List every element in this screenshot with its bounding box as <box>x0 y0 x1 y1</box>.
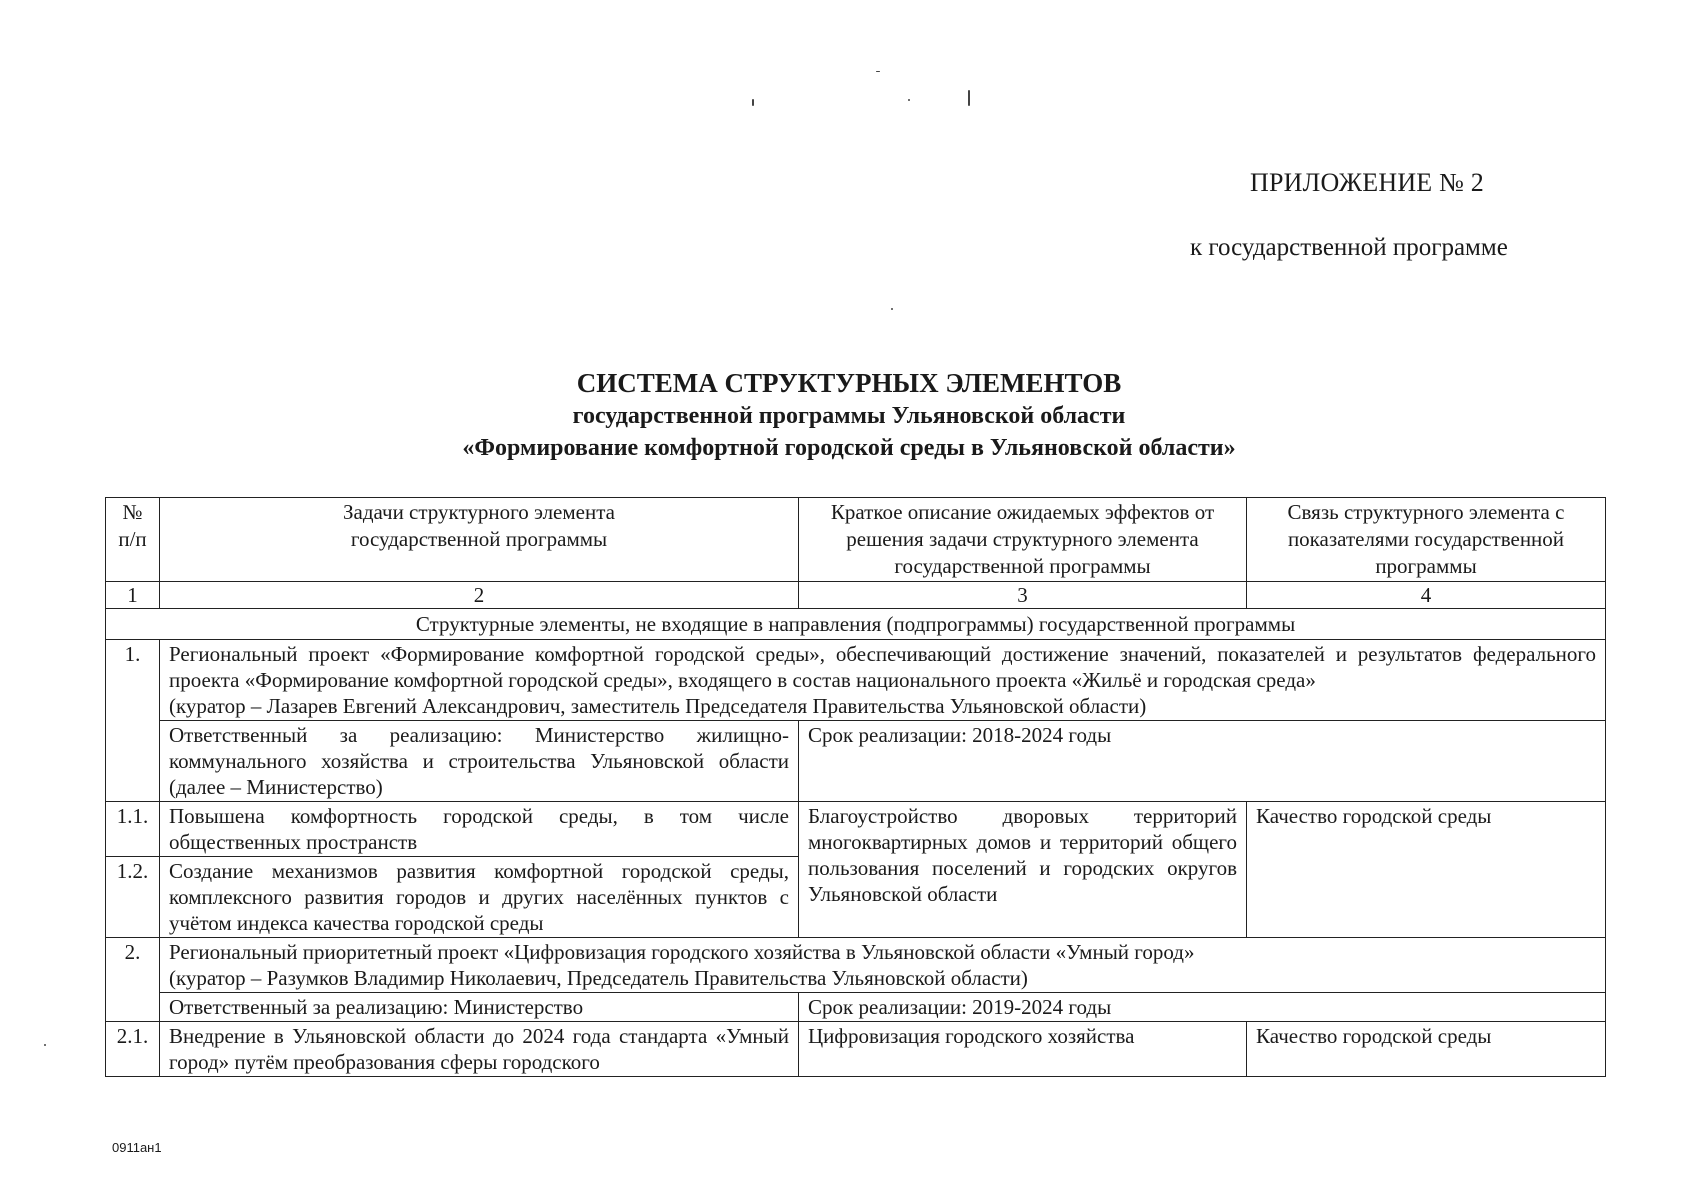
column-number: 2 <box>160 582 799 609</box>
project-2-responsible: Ответственный за реализацию: Министерство <box>160 993 799 1022</box>
effect-1-text: Благоустройство дворовых территорий многоквартирных домов и территорий общего пользования поселений и городских округов Ульяновской области <box>799 802 1247 938</box>
project-1-meta-row <box>106 721 1606 802</box>
project-2-meta-row <box>106 993 1606 1022</box>
row-number: 2.1. <box>106 1022 160 1077</box>
appendix-title: ПРИЛОЖЕНИЕ № 2 <box>1250 168 1484 197</box>
document-heading <box>0 366 1698 464</box>
document-code: 0911ан1 <box>112 1140 162 1155</box>
scan-speck <box>876 71 880 72</box>
scan-speck <box>968 90 970 106</box>
project-1-text: Региональный проект «Формирование комфортной городской среды», обеспечивающий достижение значений, показателей и результатов федерального проекта «Формирование комфортной городской среды», входящего в состав национального проекта «Жильё и городская среда» <box>169 642 1596 692</box>
project-1-term: Срок реализации: 2018-2024 годы <box>799 721 1606 802</box>
task-2-1-effect: Цифровизация городского хозяйства <box>799 1022 1247 1077</box>
column-number: 3 <box>799 582 1247 609</box>
task-1-1-text: Повышена комфортность городской среды, в том числе общественных пространств <box>160 802 799 857</box>
column-number: 4 <box>1247 582 1606 609</box>
project-2-row <box>106 938 1606 993</box>
header-tasks: Задачи структурного элемента государственной программы <box>160 498 799 582</box>
column-number: 1 <box>106 582 160 609</box>
row-number: 1. <box>106 640 160 802</box>
section-row <box>106 609 1606 640</box>
indicator-1-text: Качество городской среды <box>1247 802 1606 938</box>
task-1-1-row <box>106 802 1606 857</box>
heading-line-2: государственной программы Ульяновской области <box>572 403 1126 429</box>
project-1-cell <box>160 640 1606 721</box>
section-title: Структурные элементы, не входящие в направления (подпрограммы) государственной программы <box>106 609 1606 640</box>
task-1-2-text: Создание механизмов развития комфортной городской среды, комплексного развития городов и других населённых пунктов с учётом индекса качества городской среды <box>160 857 799 938</box>
heading-line-1: СИСТЕМА СТРУКТУРНЫХ ЭЛЕМЕНТОВ <box>576 368 1122 398</box>
project-1-responsible: Ответственный за реализацию: Министерство жилищно-коммунального хозяйства и строительства Ульяновской области (далее – Министерство) <box>160 721 799 802</box>
header-num: № п/п <box>106 498 160 582</box>
row-number: 1.2. <box>106 857 160 938</box>
header-link: Связь структурного элемента с показателями государственной программы <box>1247 498 1606 582</box>
row-number: 2. <box>106 938 160 1022</box>
scan-speck <box>891 308 893 310</box>
scan-speck <box>752 99 754 106</box>
task-2-1-text: Внедрение в Ульяновской области до 2024 года стандарта «Умный город» путём преобразования сферы городского <box>160 1022 799 1077</box>
column-number-row <box>106 582 1606 609</box>
project-2-text: Региональный приоритетный проект «Цифровизация городского хозяйства в Ульяновской области «Умный город» <box>169 940 1195 964</box>
task-2-1-row <box>106 1022 1606 1077</box>
scan-speck <box>908 99 910 101</box>
structure-table <box>105 497 1606 1077</box>
appendix-subtitle: к государственной программе <box>1190 234 1508 261</box>
project-2-curator: (куратор – Разумков Владимир Николаевич, Председатель Правительства Ульяновской области) <box>169 966 1028 990</box>
project-2-term: Срок реализации: 2019-2024 годы <box>799 993 1606 1022</box>
table-header-row <box>106 498 1606 582</box>
task-2-1-indicator: Качество городской среды <box>1247 1022 1606 1077</box>
project-2-cell <box>160 938 1606 993</box>
header-effects: Краткое описание ожидаемых эффектов от решения задачи структурного элемента государственной программы <box>799 498 1247 582</box>
project-1-curator: (куратор – Лазарев Евгений Александрович, заместитель Председателя Правительства Ульяновской области) <box>169 694 1147 718</box>
project-1-row <box>106 640 1606 721</box>
scan-speck <box>44 1044 46 1046</box>
row-number: 1.1. <box>106 802 160 857</box>
heading-line-3: «Формирование комфортной городской среды в Ульяновской области» <box>462 435 1236 461</box>
